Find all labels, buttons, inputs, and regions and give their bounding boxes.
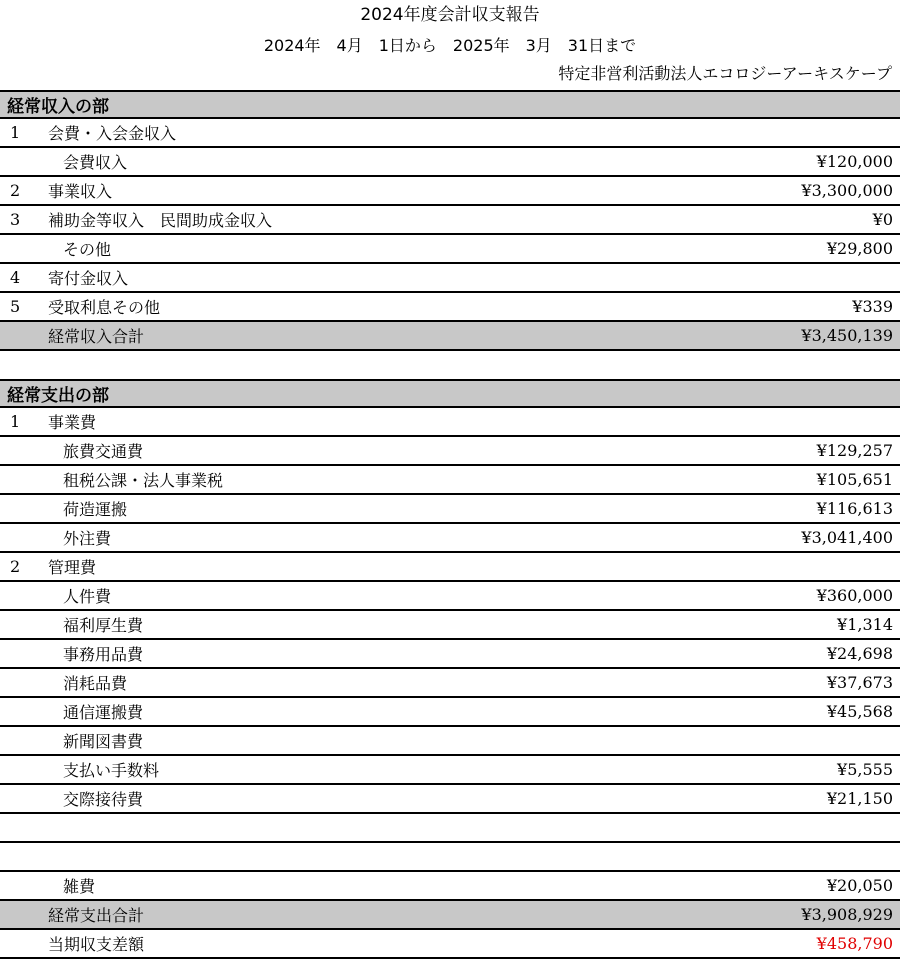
row-amount: ¥129,257 bbox=[816, 441, 893, 460]
row-sub-label: 消耗品費 bbox=[63, 674, 128, 693]
row-number: 3 bbox=[10, 210, 21, 229]
row-sub-label: 新聞図書費 bbox=[63, 732, 144, 751]
row-amount: ¥360,000 bbox=[816, 586, 893, 605]
table-row bbox=[0, 148, 900, 177]
row-sub-label: 荷造運搬 bbox=[63, 500, 128, 519]
row-sub-label: 旅費交通費 bbox=[63, 442, 144, 461]
expense-total-amount: ¥3,908,929 bbox=[801, 905, 893, 924]
row-sub-label: 福利厚生費 bbox=[63, 616, 144, 635]
table-row bbox=[0, 872, 900, 901]
row-amount: ¥20,050 bbox=[826, 876, 893, 895]
balance-label: 当期収支差額 bbox=[48, 935, 145, 954]
table-row bbox=[0, 206, 900, 235]
expense-total-label: 経常支出合計 bbox=[48, 906, 145, 925]
row-sub-label: 雑費 bbox=[63, 877, 96, 896]
row-label: 補助金等収入 民間助成金収入 bbox=[48, 211, 273, 230]
table-row bbox=[0, 495, 900, 524]
row-label: 管理費 bbox=[48, 558, 97, 577]
row-sub-label: 人件費 bbox=[63, 587, 112, 606]
row-amount: ¥339 bbox=[852, 297, 893, 316]
table-row bbox=[0, 264, 900, 293]
expense-section-title: 経常支出の部 bbox=[7, 386, 109, 406]
row-amount: ¥105,651 bbox=[816, 470, 893, 489]
row-number: 1 bbox=[10, 123, 21, 142]
row-label: 事業費 bbox=[48, 413, 97, 432]
organization-name: 特定非営利活動法人エコロジーアーキスケープ bbox=[558, 64, 892, 83]
empty-table-row bbox=[0, 843, 900, 872]
table-row bbox=[0, 235, 900, 264]
table-row bbox=[0, 582, 900, 611]
report-header bbox=[0, 0, 900, 90]
row-amount: ¥3,300,000 bbox=[801, 181, 893, 200]
empty-table-row bbox=[0, 814, 900, 843]
expense-total-row bbox=[0, 901, 900, 930]
report-period: 2024年 4月 1日から 2025年 3月 31日まで bbox=[263, 36, 637, 55]
table-row bbox=[0, 293, 900, 322]
table-row bbox=[0, 553, 900, 582]
row-sub-label: 支払い手数料 bbox=[63, 761, 160, 780]
row-label: 受取利息その他 bbox=[48, 298, 161, 317]
row-number: 5 bbox=[10, 297, 21, 316]
row-amount: ¥29,800 bbox=[826, 239, 893, 258]
income-total-row bbox=[0, 322, 900, 351]
income-section-header bbox=[0, 90, 900, 119]
row-sub-label: 外注費 bbox=[63, 529, 112, 548]
table-row bbox=[0, 119, 900, 148]
row-sub-label: 会費収入 bbox=[63, 153, 128, 172]
row-number: 2 bbox=[10, 181, 21, 200]
row-amount: ¥120,000 bbox=[816, 152, 893, 171]
income-total-amount: ¥3,450,139 bbox=[801, 326, 893, 345]
table-row bbox=[0, 698, 900, 727]
table-row bbox=[0, 177, 900, 206]
report-table bbox=[0, 90, 900, 959]
row-sub-label: 通信運搬費 bbox=[63, 703, 144, 722]
row-label: 寄付金収入 bbox=[48, 269, 129, 288]
income-section-title: 経常収入の部 bbox=[7, 97, 109, 117]
row-amount: ¥21,150 bbox=[826, 789, 893, 808]
table-row bbox=[0, 466, 900, 495]
table-row bbox=[0, 785, 900, 814]
table-row bbox=[0, 727, 900, 756]
row-label: 事業収入 bbox=[48, 182, 113, 201]
row-amount: ¥24,698 bbox=[826, 644, 893, 663]
row-label: 会費・入会金収入 bbox=[48, 124, 177, 143]
row-sub-label: 租税公課・法人事業税 bbox=[63, 471, 224, 490]
row-amount: ¥5,555 bbox=[837, 760, 893, 779]
balance-row bbox=[0, 930, 900, 959]
table-row bbox=[0, 408, 900, 437]
row-number: 2 bbox=[10, 557, 21, 576]
row-sub-label: その他 bbox=[63, 240, 112, 259]
row-number: 1 bbox=[10, 412, 21, 431]
row-amount: ¥116,613 bbox=[816, 499, 893, 518]
income-total-label: 経常収入合計 bbox=[48, 327, 145, 346]
row-amount: ¥45,568 bbox=[826, 702, 893, 721]
table-row bbox=[0, 669, 900, 698]
row-amount: ¥1,314 bbox=[837, 615, 893, 634]
table-row bbox=[0, 437, 900, 466]
row-amount: ¥0 bbox=[872, 210, 893, 229]
balance-amount: ¥458,790 bbox=[816, 934, 893, 953]
table-row bbox=[0, 640, 900, 669]
row-sub-label: 交際接待費 bbox=[63, 790, 144, 809]
expense-section-header bbox=[0, 379, 900, 408]
table-row bbox=[0, 524, 900, 553]
row-number: 4 bbox=[10, 268, 21, 287]
row-amount: ¥37,673 bbox=[826, 673, 893, 692]
report-title: 2024年度会計収支報告 bbox=[360, 5, 540, 25]
spacer-row bbox=[0, 351, 900, 379]
row-sub-label: 事務用品費 bbox=[63, 645, 144, 664]
table-row bbox=[0, 611, 900, 640]
row-amount: ¥3,041,400 bbox=[801, 528, 893, 547]
table-row bbox=[0, 756, 900, 785]
